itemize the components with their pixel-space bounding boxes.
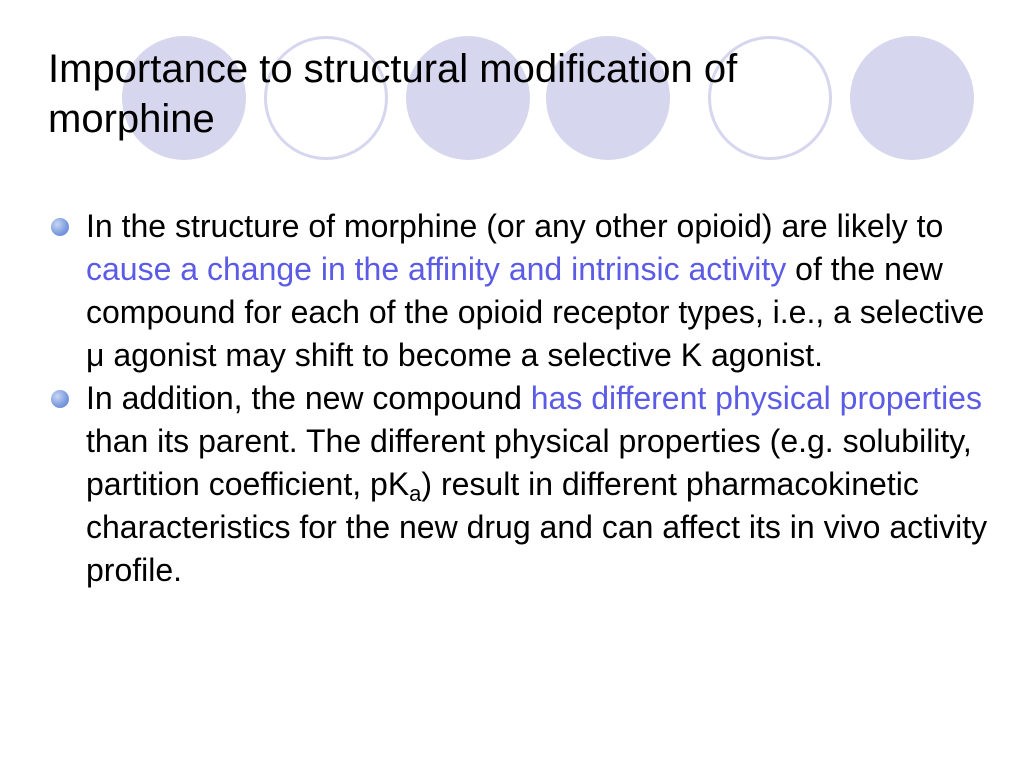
bullet-2-text: In addition, the new compound [86,380,531,416]
bullet-1-text: In the structure of morphine (or any other opioid) are likely to [86,208,944,244]
bullet-1-text-end: of the new compound for each of the opioid receptor types, i.e., a selective μ agonist may shift to become a selective Κ agonist. [86,251,985,373]
subscript-a: a [409,481,422,506]
bullet-dot-icon [51,218,69,236]
bullet-dot-icon [51,390,69,408]
bullet-item-1 [48,205,993,377]
slide-title-line-1: Importance to structural modification of [48,47,738,91]
slide-title-line-2: morphine [48,97,215,141]
bullet-1-highlight: cause a change in the affinity and intrinsic activity [86,251,787,287]
bullet-list [48,205,993,592]
bullet-2-highlight: has different physical properties [530,380,982,416]
bullet-2-text-end: ) result in different pharmacokinetic characteristics for the new drug and can affect its in vivo activity profile. [86,466,988,588]
slide-title [48,44,948,144]
bullet-item-2 [48,377,993,592]
bullet-2-text-mid: than its parent. The different physical properties (e.g. solubility, partition coefficient, pK [86,423,972,502]
